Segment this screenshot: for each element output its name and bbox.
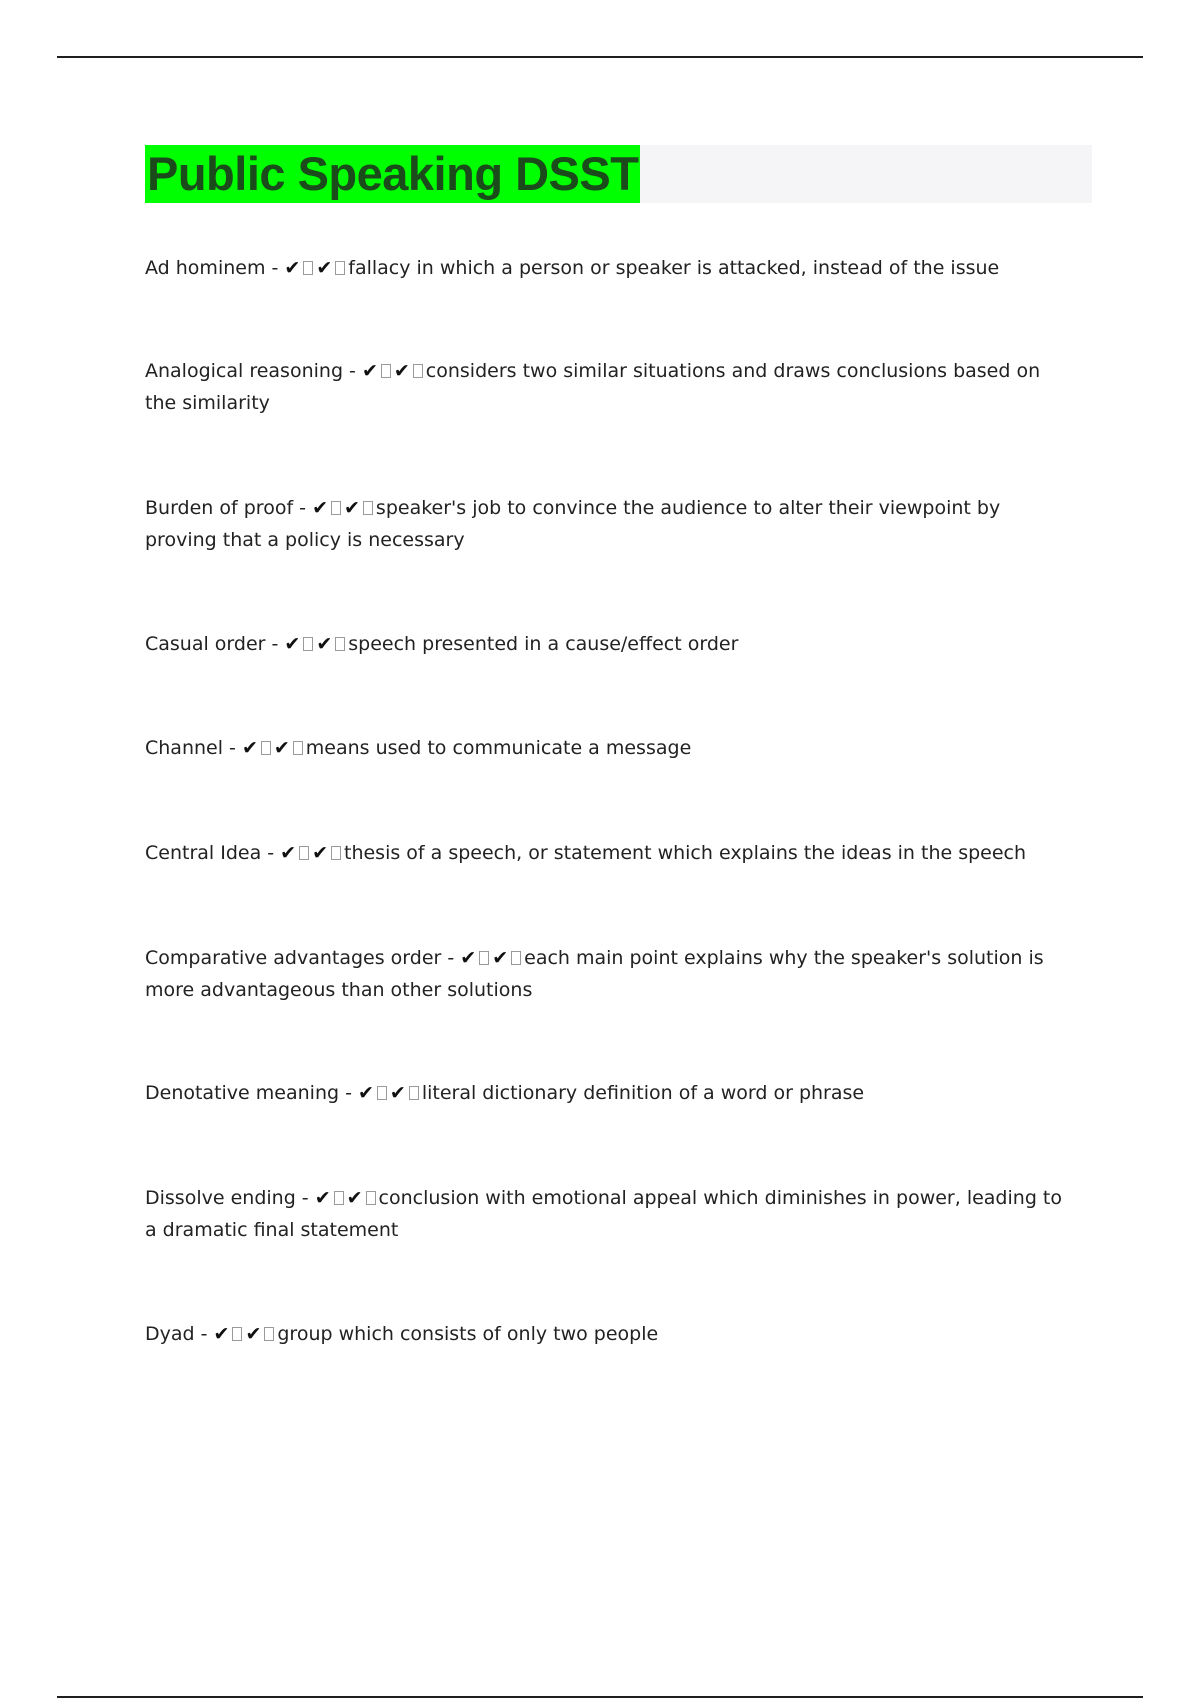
missing-glyph-icon <box>363 501 373 515</box>
check-icon: ✔ <box>492 947 509 969</box>
entry-term: Comparative advantages order <box>145 947 442 969</box>
missing-glyph-icon <box>331 501 341 515</box>
bottom-rule <box>57 1696 1143 1698</box>
check-icon: ✔ <box>314 1187 331 1209</box>
check-icon: ✔ <box>213 1323 230 1345</box>
entry-term: Central Idea <box>145 842 262 864</box>
check-icon: ✔ <box>344 497 360 519</box>
missing-glyph-icon <box>264 1327 274 1341</box>
missing-glyph-icon <box>413 364 423 378</box>
entry-definition: considers two similar situations and draws conclusions based on the similarity <box>145 360 1041 414</box>
entry-term: Analogical reasoning <box>145 360 344 382</box>
entry-definition: speech presented in a cause/effect order <box>348 633 739 655</box>
check-icon: ✔ <box>312 497 328 519</box>
entry-definition: means used to communicate a message <box>305 737 692 759</box>
missing-glyph-icon <box>232 1327 242 1341</box>
check-icon: ✔ <box>361 360 378 382</box>
entry-definition: speaker's job to convince the audience to alter their viewpoint by proving that a policy is necessary <box>145 497 1001 551</box>
entry-definition: literal dictionary definition of a word or phrase <box>421 1082 865 1104</box>
missing-glyph-icon <box>261 741 271 755</box>
check-icon: ✔ <box>389 1082 406 1104</box>
glossary-entry: Dyad - ✔ ✔ group which consists of only two people <box>145 1323 659 1345</box>
check-icon: ✔ <box>316 633 333 655</box>
entry-term: Channel <box>145 737 224 759</box>
check-icon: ✔ <box>312 842 328 864</box>
glossary-entry: Burden of proof - ✔ ✔ speaker's job to convince the audience to alter their viewpoint by proving that a policy is necessary <box>145 497 1001 551</box>
missing-glyph-icon <box>409 1086 419 1100</box>
missing-glyph-icon <box>335 261 345 275</box>
check-icon: ✔ <box>393 360 410 382</box>
check-icon: ✔ <box>284 257 301 279</box>
missing-glyph-icon <box>331 846 341 860</box>
check-icon: ✔ <box>284 633 301 655</box>
glossary-entry: Comparative advantages order - ✔ ✔ each main point explains why the speaker's solution is more advantageous than other solutions <box>145 947 1044 1001</box>
glossary-entry: Casual order - ✔ ✔ speech presented in a cause/effect order <box>145 633 739 655</box>
check-icon: ✔ <box>280 842 297 864</box>
entry-term: Dyad <box>145 1323 195 1345</box>
check-icon: ✔ <box>245 1323 262 1345</box>
glossary-entry: Denotative meaning - ✔ ✔ literal dictionary definition of a word or phrase <box>145 1082 865 1104</box>
check-icon: ✔ <box>241 737 258 759</box>
entry-definition: fallacy in which a person or speaker is attacked, instead of the issue <box>348 257 1000 279</box>
entry-term: Casual order <box>145 633 266 655</box>
check-icon: ✔ <box>460 947 477 969</box>
missing-glyph-icon <box>366 1191 376 1205</box>
entry-definition: group which consists of only two people <box>277 1323 659 1345</box>
entry-term: Burden of proof <box>145 497 294 519</box>
missing-glyph-icon <box>293 741 303 755</box>
entry-term: Denotative meaning <box>145 1082 340 1104</box>
entry-definition: conclusion with emotional appeal which diminishes in power, leading to a dramatic final statement <box>145 1187 1062 1241</box>
missing-glyph-icon <box>303 637 313 651</box>
page-title: Public Speaking DSST <box>145 145 640 203</box>
check-icon: ✔ <box>273 737 290 759</box>
missing-glyph-icon <box>377 1086 387 1100</box>
missing-glyph-icon <box>511 951 521 965</box>
entry-term: Dissolve ending <box>145 1187 296 1209</box>
glossary-entry: Dissolve ending - ✔ ✔ conclusion with emotional appeal which diminishes in power, leading to a dramatic final statement <box>145 1187 1062 1241</box>
missing-glyph-icon <box>334 1191 344 1205</box>
top-rule <box>57 56 1143 58</box>
glossary-entry: Central Idea - ✔ ✔ thesis of a speech, or statement which explains the ideas in the speech <box>145 842 1027 864</box>
missing-glyph-icon <box>303 261 313 275</box>
glossary-entry: Analogical reasoning - ✔ ✔ considers two similar situations and draws conclusions based on the similarity <box>145 360 1041 414</box>
check-icon: ✔ <box>316 257 333 279</box>
missing-glyph-icon <box>479 951 489 965</box>
missing-glyph-icon <box>335 637 345 651</box>
check-icon: ✔ <box>357 1082 374 1104</box>
glossary-entry: Ad hominem - ✔ ✔ fallacy in which a person or speaker is attacked, instead of the issue <box>145 257 1000 279</box>
entry-definition: thesis of a speech, or statement which explains the ideas in the speech <box>344 842 1027 864</box>
entry-definition: each main point explains why the speaker's solution is more advantageous than other solutions <box>145 947 1044 1001</box>
check-icon: ✔ <box>346 1187 363 1209</box>
glossary-entry: Channel - ✔ ✔ means used to communicate a message <box>145 737 692 759</box>
missing-glyph-icon <box>381 364 391 378</box>
missing-glyph-icon <box>299 846 309 860</box>
entry-term: Ad hominem <box>145 257 266 279</box>
